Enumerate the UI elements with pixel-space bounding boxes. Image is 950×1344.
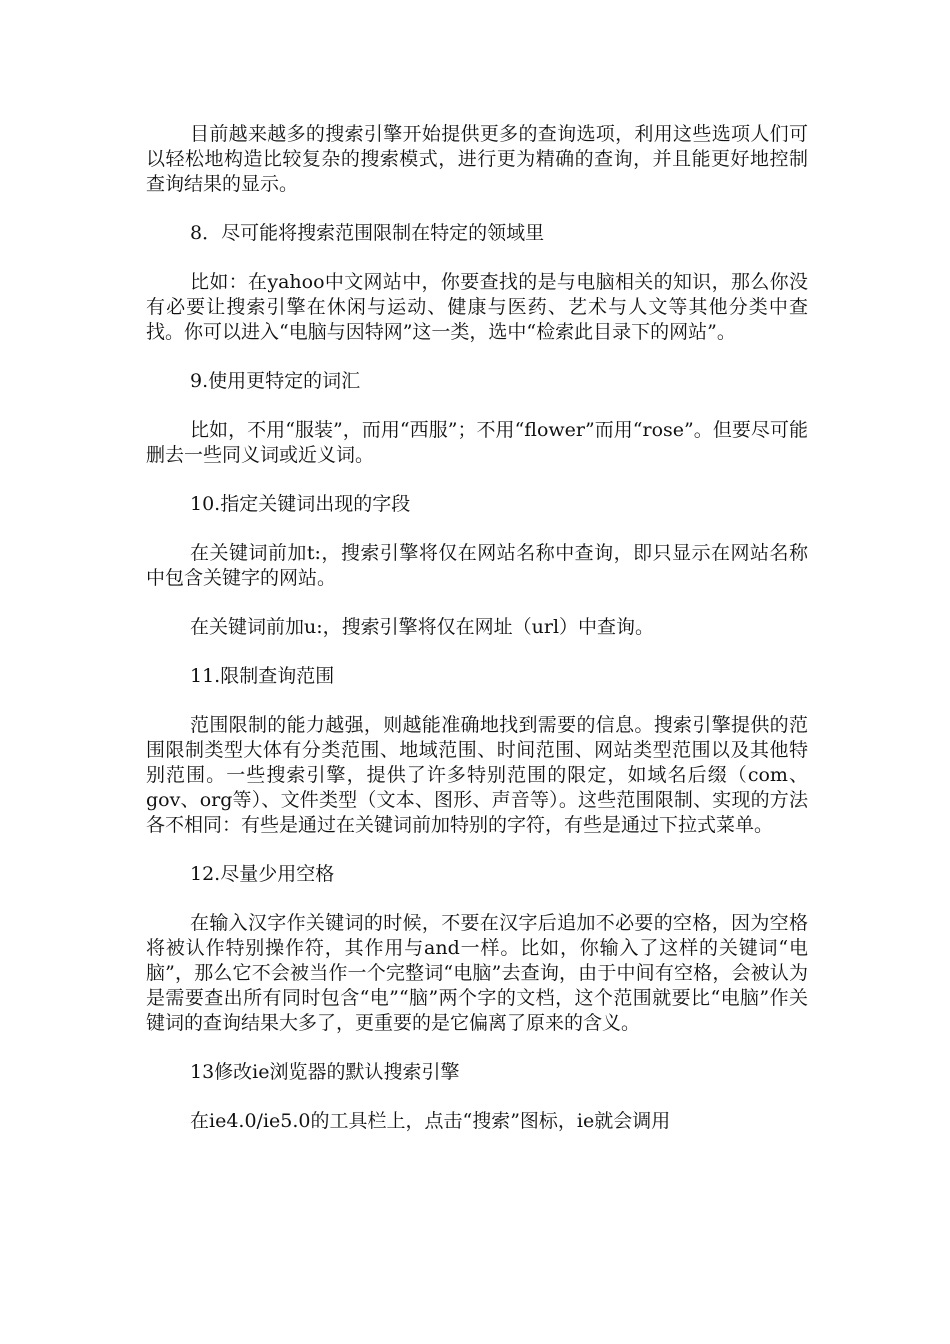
document-page	[146, 122, 808, 1158]
paragraph-spaces-explanation: 在输入汉字作关键词的时候，不要在汉字后追加不必要的空格，因为空格将被认作特别操作符，其作用与and一样。比如，你输入了这样的关键词“电脑”，那么它不会被当作一个完整词“电脑”去查询，由于中间有空格，会被认为是需要查出所有同时包含“电”“脑”两个字的文档，这个范围就要比“电脑”作关键词的查询结果大多了，更重要的是它偏离了原来的含义。	[146, 912, 808, 1034]
heading-11-limit-scope: 11.限制查询范围	[190, 665, 335, 687]
paragraph-specific-words-example: 比如，不用“服装”，而用“西服”；不用“flower”而用“rose”。但要尽可能删去一些同义词或近义词。	[146, 419, 808, 466]
heading-13-default-engine: 13修改ie浏览器的默认搜索引擎	[190, 1061, 460, 1083]
heading-10-keyword-field: 10.指定关键词出现的字段	[190, 493, 411, 515]
paragraph-scope-limits: 范围限制的能力越强，则越能准确地找到需要的信息。搜索引擎提供的范围限制类型大体有分类范围、地域范围、时间范围、网站类型范围以及其他特别范围。一些搜索引擎，提供了许多特别范围的限定，如域名后缀（com、gov、org等）、文件类型（文本、图形、声音等）。这些范围限制、实现的方法各不相同：有些是通过在关键词前加特别的字符，有些是通过下拉式菜单。	[146, 714, 808, 836]
paragraph-query-options: 目前越来越多的搜索引擎开始提供更多的查询选项，利用这些选项人们可以轻松地构造比较复杂的搜索模式，进行更为精确的查询，并且能更好地控制查询结果的显示。	[146, 123, 808, 195]
paragraph-t-prefix: 在关键词前加t:，搜索引擎将仅在网站名称中查询，即只显示在网站名称中包含关键字的网站。	[146, 542, 808, 589]
paragraph-yahoo-example: 比如：在yahoo中文网站中，你要查找的是与电脑相关的知识，那么你没有必要让搜索引擎在休闲与运动、健康与医药、艺术与人文等其他分类中查找。你可以进入“电脑与因特网”这一类，选中“检索此目录下的网站”。	[146, 271, 808, 343]
heading-9-specific-words: 9.使用更特定的词汇	[190, 370, 361, 392]
paragraph-ie-toolbar: 在ie4.0/ie5.0的工具栏上，点击“搜索”图标，ie就会调用	[190, 1110, 671, 1132]
paragraph-u-prefix: 在关键词前加u:，搜索引擎将仅在网址（url）中查询。	[190, 616, 655, 638]
heading-12-fewer-spaces: 12.尽量少用空格	[190, 863, 335, 885]
heading-8-limit-domain: 8．尽可能将搜索范围限制在特定的领域里	[190, 222, 545, 244]
